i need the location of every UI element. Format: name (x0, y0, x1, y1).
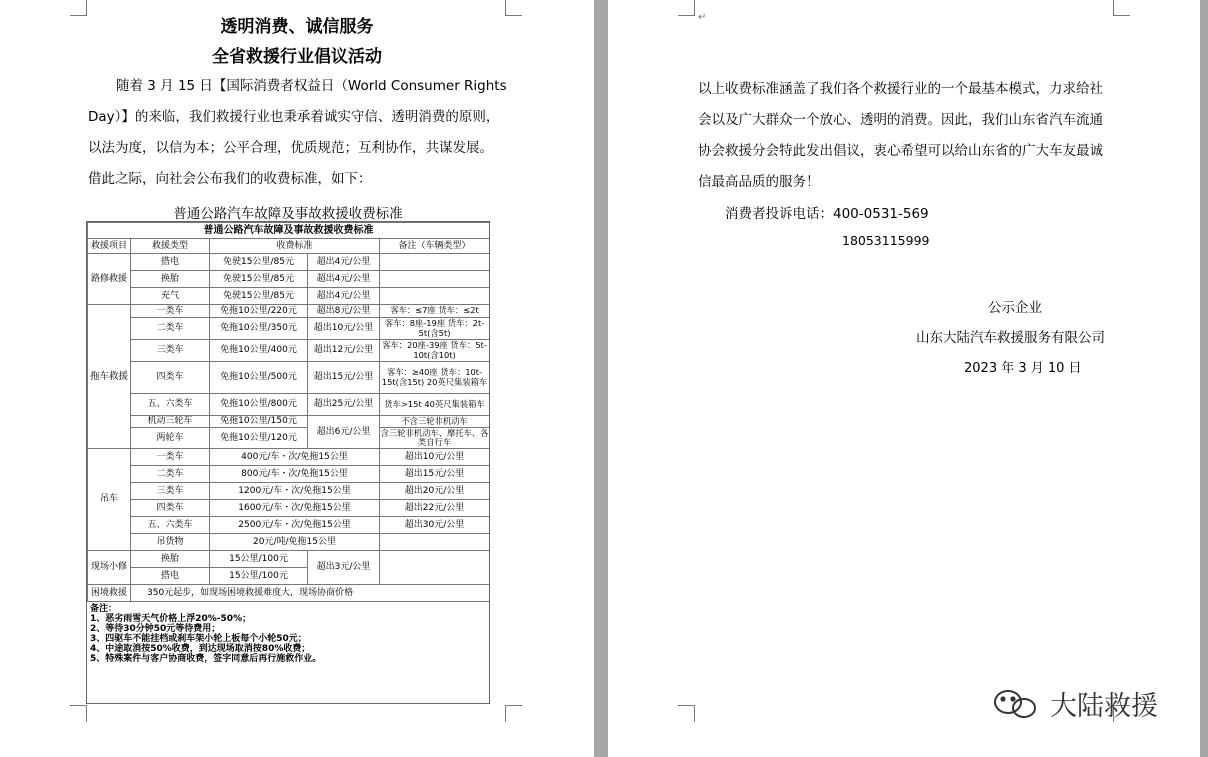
table-cell: 超出4元/公里 (308, 254, 380, 271)
table-cell: 超出22元/公里 (380, 500, 490, 517)
table-cell: 1200元/车・次/免拖15公里 (210, 483, 380, 500)
closing-line: 会以及广大群众一个放心、透明的消费。因此，我们山东省汽车流通 (698, 112, 1103, 128)
table-cell: 客车：≤7座 货车：≤2t (380, 305, 490, 318)
table-cell: 搭电 (131, 254, 210, 271)
company-name: 山东大陆汽车救援服务有限公司 (916, 330, 1105, 346)
note-line: 4、中途取消按50%收费，到达现场取消按80%收费； (90, 644, 311, 654)
table-cell: 含三轮非机动车、摩托车、各类自行车 (380, 427, 489, 447)
table-cell: 四类车 (131, 500, 210, 517)
table-cell: 客车：8座-19座 货车：2t-5t(含5t) (380, 318, 490, 340)
intro-paragraph (88, 71, 508, 195)
table-cell: 超出8元/公里 (308, 305, 380, 318)
table-cell: 吊货物 (131, 534, 210, 551)
table-cell: 五、六类车 (131, 517, 210, 534)
group-label: 路修救援 (88, 254, 131, 305)
table-cell: 15公里/100元 (210, 551, 308, 568)
table-cell: 一类车 (131, 449, 210, 466)
complaint-phone-2: 18053115999 (842, 233, 930, 248)
table-cell: 免拖10公里/400元 (210, 340, 308, 362)
table-cell: 不含三轮非机动车 (380, 416, 490, 428)
closing-line: 协会救援分会特此发出倡议，衷心希望可以给山东省的广大车友最诚 (698, 143, 1103, 159)
table-cell: 超出25元/公里 (308, 394, 380, 416)
table-cell: 800元/车・次/免拖15公里 (210, 466, 380, 483)
table-cell: 机动三轮车 (131, 416, 210, 428)
table-cell: 超出15元/公里 (308, 362, 380, 394)
wechat-icon (995, 691, 1035, 717)
table-cell: 一类车 (131, 305, 210, 318)
table-cell: 客车：≥40座 货车：10t-15t(含15t) 20英尺集装箱车 (380, 362, 490, 394)
table-cell: 超出4元/公里 (308, 271, 380, 288)
table-cell (380, 271, 490, 288)
table-cell: 超出20元/公里 (380, 483, 490, 500)
document-date: 2023 年 3 月 10 日 (964, 361, 1082, 376)
table-cell: 充气 (131, 288, 210, 305)
table-cell: 客车：20座-39座 货车：5t-10t(含10t) (380, 340, 490, 362)
table-cell: 15公里/100元 (210, 568, 308, 585)
table-cell: 2500元/车・次/免拖15公里 (210, 517, 380, 534)
table-cell: 超出15元/公里 (380, 466, 490, 483)
paragraph-line: Day）】的来临，我们救援行业也秉承着诚实守信、透明消费的原则， (88, 109, 500, 125)
table-header: 收费标准 (210, 239, 380, 254)
table-cell (380, 288, 490, 305)
table-caption: 普通公路汽车故障及事故救援收费标准 (173, 206, 403, 222)
paragraph-mark: ↵ (698, 12, 707, 23)
table-header: 备注（车辆类型） (380, 239, 490, 254)
table-cell: 两轮车 (131, 428, 210, 449)
note-line: 1、恶劣雨雪天气价格上浮20%-50%； (90, 614, 252, 624)
table-cell: 免驶15公里/85元 (210, 288, 308, 305)
window-edge (1200, 0, 1208, 757)
table-cell: 免拖10公里/220元 (210, 305, 308, 318)
doc-title-line2: 全省救援行业倡议活动 (212, 47, 382, 67)
table-notes (87, 602, 489, 664)
table-cell: 免驶15公里/85元 (210, 254, 308, 271)
margin-corner-mark (1113, 0, 1130, 16)
table-cell: 换胎 (131, 271, 210, 288)
margin-corner-mark (678, 705, 695, 722)
table-title: 普通公路汽车故障及事故救援收费标准 (88, 223, 490, 239)
table-cell: 三类车 (131, 340, 210, 362)
table-header: 救援类型 (131, 239, 210, 254)
table-cell: 超出4元/公里 (308, 288, 380, 305)
table-cell: 1600元/车・次/免拖15公里 (210, 500, 380, 517)
margin-corner-mark (505, 705, 522, 722)
signature-label: 公示企业 (988, 300, 1042, 316)
doc-title-line1: 透明消费、诚信服务 (220, 17, 374, 37)
table-cell: 400元/车・次/免拖15公里 (210, 449, 380, 466)
closing-line: 信最高品质的服务！ (698, 174, 820, 190)
table-cell: 二类车 (131, 466, 210, 483)
table-cell: 五、六类车 (131, 394, 210, 416)
group-label: 困境救援 (88, 585, 131, 602)
watermark-text: 大陆救援 (1050, 691, 1158, 722)
note-line: 5、特殊案件与客户协商收费，签字同意后再行施救作业。 (90, 654, 322, 664)
paragraph-line: 随着 3 月 15 日【国际消费者权益日（World Consumer Rights (116, 78, 507, 94)
table-cell: 免拖10公里/350元 (210, 318, 308, 340)
table-cell (380, 534, 490, 551)
table-cell: 货车>15t 40英尺集装箱车 (380, 394, 490, 416)
table-cell: 搭电 (131, 568, 210, 585)
table-cell: 超出6元/公里 (308, 416, 380, 449)
note-line: 3、四驱车不能挂档或刹车架小轮上板每个小轮50元； (90, 634, 307, 644)
document-page-left (0, 0, 594, 757)
note-line: 2、等待30分钟50元等待费用； (90, 624, 221, 634)
table-cell (380, 254, 490, 271)
table-cell: 免驶15公里/85元 (210, 271, 308, 288)
margin-corner-mark (70, 705, 87, 722)
table-cell: 350元起步，如现场困境救援难度大，现场协商价格 (131, 585, 490, 602)
group-label: 吊车 (88, 449, 131, 551)
table-cell: 二类车 (131, 318, 210, 340)
table-cell: 超出10元/公里 (380, 449, 490, 466)
table-cell: 免拖10公里/800元 (210, 394, 308, 416)
table-cell: 20元/吨/免拖15公里 (210, 534, 380, 551)
group-label: 现场小修 (88, 551, 131, 585)
table-cell: 免拖10公里/120元 (210, 428, 308, 449)
table-cell: 四类车 (131, 362, 210, 394)
table-cell: 超出12元/公里 (308, 340, 380, 362)
table-cell (380, 551, 490, 585)
paragraph-line: 以法为度，以信为本；公平合理，优质规范；互利协作，共谋发展。 (88, 140, 493, 156)
closing-line: 以上收费标准涵盖了我们各个救援行业的一个最基本模式，力求给社 (698, 81, 1103, 97)
paragraph-line: 借此之际，向社会公布我们的收费标准，如下： (88, 171, 372, 187)
table-cell: 超出30元/公里 (380, 517, 490, 534)
table-cell: 换胎 (131, 551, 210, 568)
table-header: 救援项目 (88, 239, 131, 254)
note-line: 备注： (90, 604, 118, 614)
table-cell: 三类车 (131, 483, 210, 500)
margin-corner-mark (678, 0, 695, 16)
fee-table (86, 221, 490, 704)
table-cell: 免拖10公里/500元 (210, 362, 308, 394)
group-label: 拖车救援 (88, 305, 131, 449)
page-gap (594, 0, 608, 757)
table-cell: 超出10元/公里 (308, 318, 380, 340)
table-cell: 免拖10公里/150元 (210, 416, 308, 428)
complaint-phone-line: 消费者投诉电话：400-0531-569 (725, 206, 929, 222)
table-cell: 超出3元/公里 (308, 551, 380, 585)
